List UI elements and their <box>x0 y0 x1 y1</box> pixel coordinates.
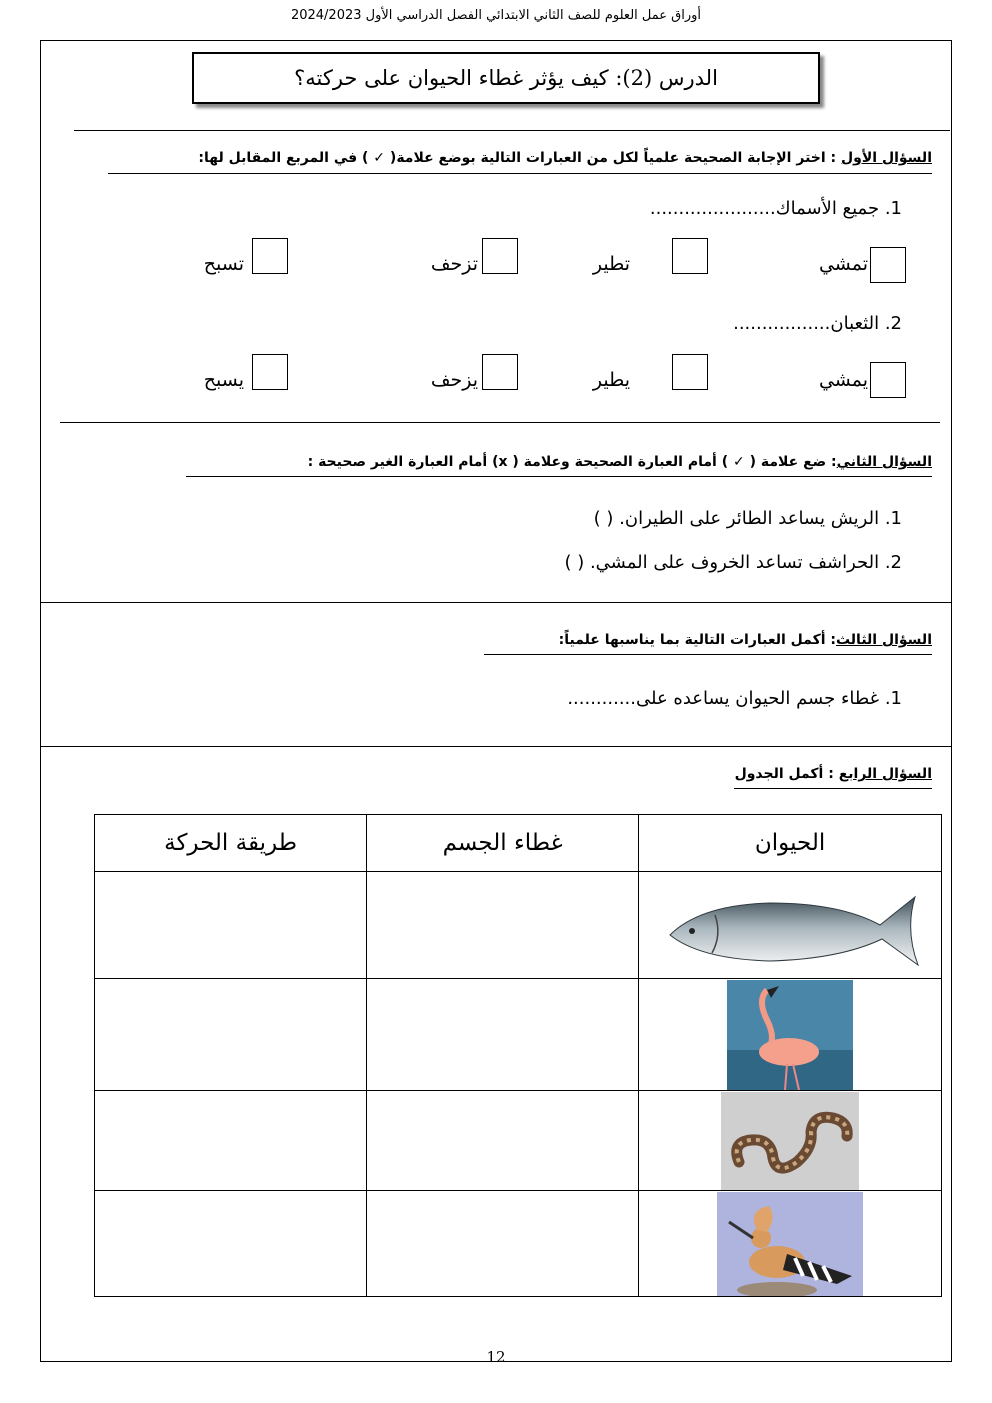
body-cover-cell[interactable] <box>367 1091 639 1191</box>
table-row <box>95 1091 942 1191</box>
divider <box>74 130 950 131</box>
q3-heading <box>559 632 932 648</box>
divider <box>40 746 952 747</box>
column-header-animal: الحيوان <box>639 815 942 872</box>
q2-instruction: : ضع علامة ( ✓ ) أمام العبارة الصحيحة وعلامة ( x) أمام العبارة الغير صحيحة : <box>307 454 837 470</box>
q1-item-2-option-3: يزحف <box>430 369 478 391</box>
q4-instruction: : أكمل الجدول <box>734 766 839 782</box>
q4-heading <box>735 766 932 782</box>
movement-cell[interactable] <box>95 979 367 1091</box>
animal-cell <box>639 1091 942 1191</box>
divider <box>60 422 940 423</box>
q3-instruction: : أكمل العبارات التالية بما يناسبها علمياً: <box>558 632 836 648</box>
fish-image <box>660 875 920 975</box>
q2-label: السؤال الثاني <box>836 454 932 470</box>
body-cover-cell[interactable] <box>367 1191 639 1297</box>
q3-label: السؤال الثالث <box>835 632 932 648</box>
animal-cell <box>639 1191 942 1297</box>
q1-item-1-option-3: تزحف <box>430 253 478 275</box>
checkbox[interactable] <box>252 354 288 390</box>
column-header-movement: طريقة الحركة <box>95 815 367 872</box>
q4-underline <box>734 788 932 789</box>
movement-cell[interactable] <box>95 872 367 979</box>
q1-item-1-option-2: تطير <box>592 253 630 275</box>
q2-item-2: 2. الحراشف تساعد الخروف على المشي. ( ) <box>564 552 902 573</box>
checkbox[interactable] <box>482 238 518 274</box>
checkbox[interactable] <box>482 354 518 390</box>
animal-cell <box>639 872 942 979</box>
checkbox[interactable] <box>870 247 906 283</box>
q2-heading <box>308 454 932 470</box>
page-number: 12 <box>486 1348 506 1366</box>
body-cover-cell[interactable] <box>367 979 639 1091</box>
checkbox[interactable] <box>672 354 708 390</box>
page-header: أوراق عمل العلوم للصف الثاني الابتدائي الفصل الدراسي الأول 2024/2023 <box>290 8 702 23</box>
animal-cell <box>639 979 942 1091</box>
q1-item-1-option-4: تسبح <box>203 253 244 275</box>
divider <box>40 602 952 603</box>
q1-item-2-option-1: يمشي <box>818 369 868 391</box>
q1-item-1-option-1: تمشي <box>818 253 868 275</box>
q4-label: السؤال الرابع <box>838 766 932 782</box>
lesson-title: الدرس (2): كيف يؤثر غطاء الحيوان على حركته؟ <box>192 52 820 104</box>
q1-item-2-option-2: يطير <box>592 369 630 391</box>
checkbox[interactable] <box>870 362 906 398</box>
q3-item-1: 1. غطاء جسم الحيوان يساعده على............ <box>567 688 902 709</box>
q2-underline <box>186 476 932 477</box>
column-header-body-cover: غطاء الجسم <box>367 815 639 872</box>
checkbox[interactable] <box>672 238 708 274</box>
q3-underline <box>484 654 932 655</box>
movement-cell[interactable] <box>95 1191 367 1297</box>
table-row <box>95 1191 942 1297</box>
body-cover-cell[interactable] <box>367 872 639 979</box>
q1-underline <box>108 173 932 174</box>
q1-item-2: 2. الثعبان................. <box>733 313 902 334</box>
snake-image <box>721 1092 859 1190</box>
hoopoe-image <box>717 1192 863 1296</box>
table-row <box>95 872 942 979</box>
q1-instruction: : اختر الإجابة الصحيحة علمياً لكل من العبارات التالية بوضع علامة( ✓ ) في المربع المقابل لها: <box>198 150 842 166</box>
q2-item-1: 1. الريش يساعد الطائر على الطيران. ( ) <box>593 508 902 529</box>
table-header-row <box>95 815 942 872</box>
checkbox[interactable] <box>252 238 288 274</box>
q1-heading <box>198 150 932 166</box>
q1-item-1: 1. جميع الأسماك...................... <box>649 198 902 219</box>
q1-item-2-option-4: يسبح <box>203 369 244 391</box>
table-row <box>95 979 942 1091</box>
animals-table <box>94 814 942 1297</box>
movement-cell[interactable] <box>95 1091 367 1191</box>
q1-label: السؤال الأول <box>841 150 932 166</box>
flamingo-image <box>727 980 853 1090</box>
